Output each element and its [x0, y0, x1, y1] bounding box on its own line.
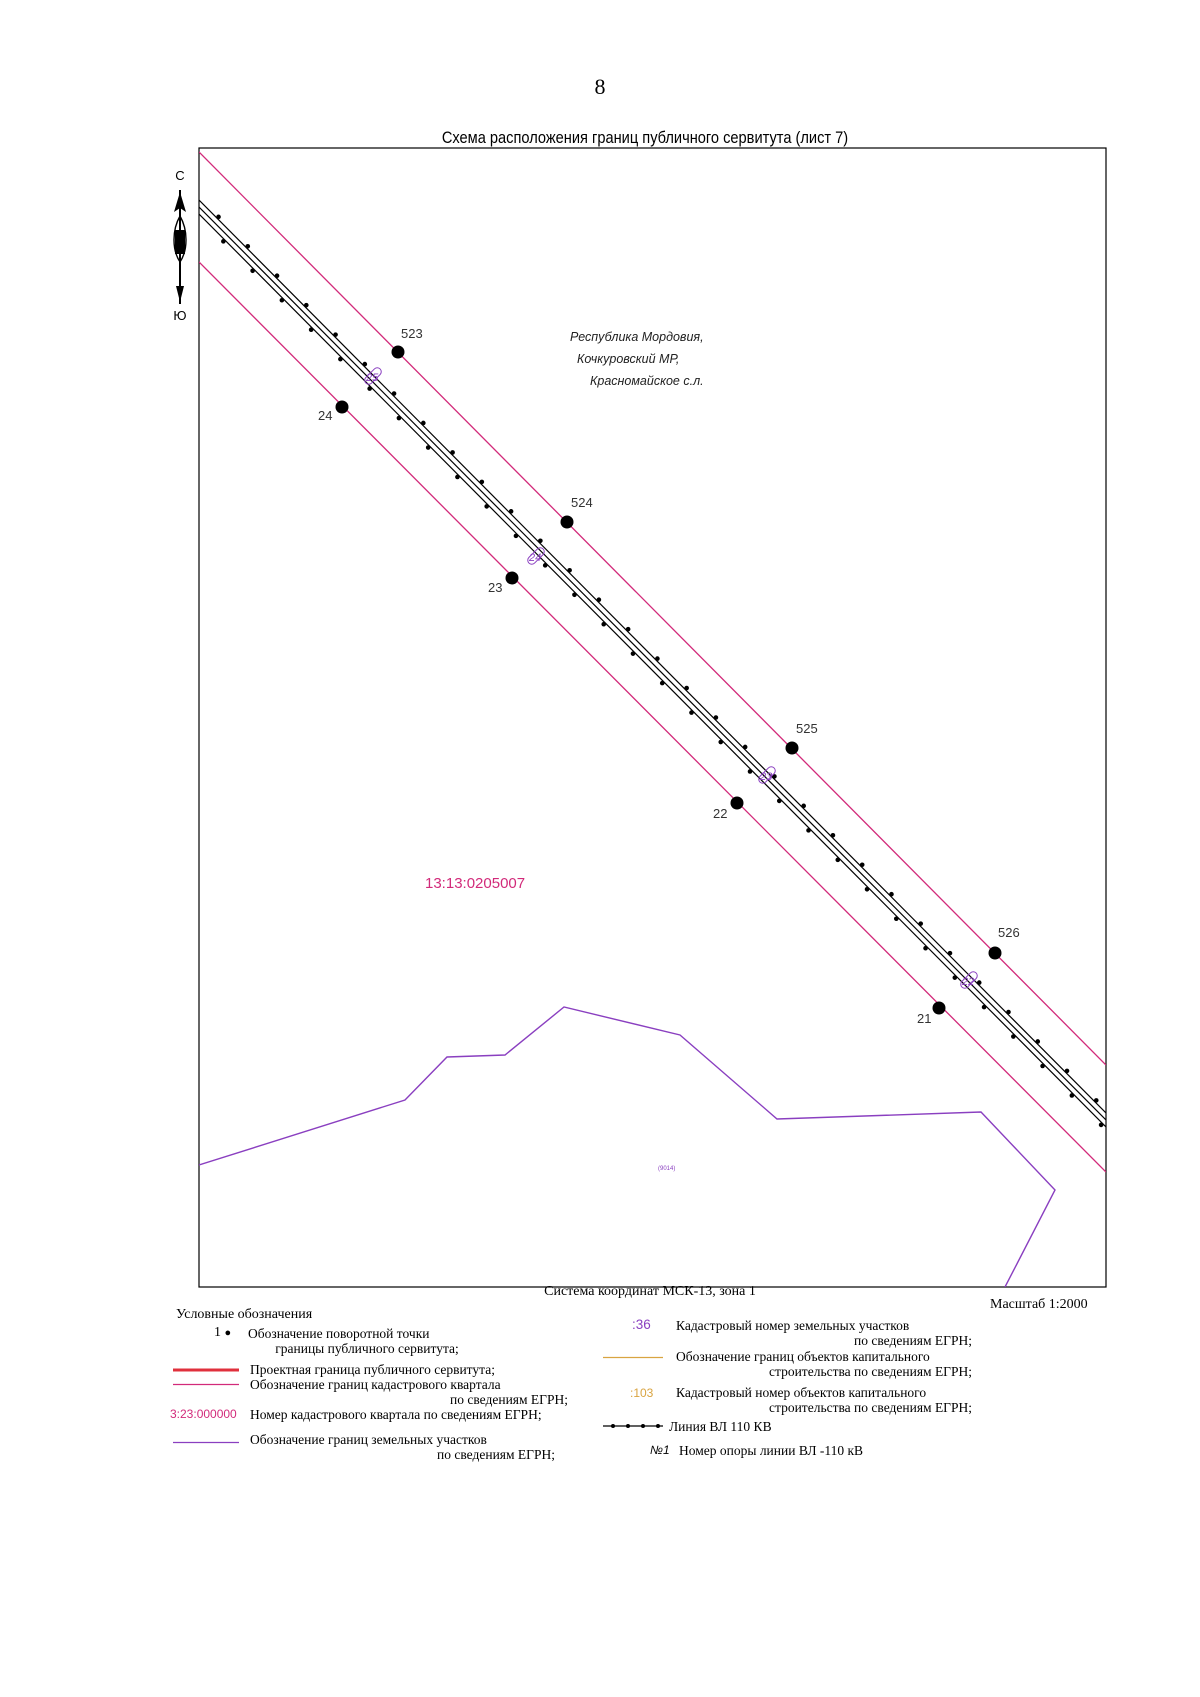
legend-power-line-text: Линия ВЛ 110 КВ	[669, 1419, 772, 1434]
power-line-dot	[626, 627, 631, 632]
north-arrow	[168, 168, 192, 324]
power-line-dot	[831, 833, 836, 838]
legend-quarter-number-sample: 3:23:000000	[170, 1407, 237, 1421]
power-line-dot	[450, 450, 455, 455]
power-line-dot	[860, 862, 865, 867]
power-line-dot	[250, 269, 255, 274]
power-line-dot	[1040, 1064, 1045, 1069]
region-label-line-3: Красномайское с.л.	[590, 374, 704, 388]
legend-pylon-sample: №1	[650, 1443, 670, 1457]
power-line-dot	[338, 357, 343, 362]
turning-point-526	[989, 947, 1002, 960]
legend-capital-text: Обозначение границ объектов капитального строительства по сведениям ЕГРН;	[676, 1349, 972, 1379]
power-line-dot	[543, 563, 548, 568]
power-line-dot	[953, 975, 958, 980]
svg-text:24: 24	[529, 552, 542, 564]
power-line-dot	[367, 386, 372, 391]
power-line-dot	[889, 892, 894, 897]
power-line-dot	[835, 858, 840, 863]
power-line-dot	[421, 421, 426, 426]
power-line-dot	[280, 298, 285, 303]
legend-parcel-line-icon	[173, 1441, 239, 1444]
point-label-24: 24	[318, 408, 333, 423]
legend-point-text: Обозначение поворотной точки границы публичного сервитута;	[248, 1326, 459, 1356]
power-line-dot	[977, 980, 982, 985]
map-scale: Масштаб 1:2000	[990, 1297, 1088, 1312]
legend-capital-number-text: Кадастровый номер объектов капитального строительства по сведениям ЕГРН;	[676, 1385, 972, 1415]
power-line-dot	[397, 416, 402, 421]
point-label-524: 524	[571, 495, 593, 510]
turning-point-525	[786, 742, 799, 755]
power-line-dot	[631, 651, 636, 656]
legend-parcel-number-sample: :36	[632, 1317, 651, 1332]
power-line-dot	[484, 504, 489, 509]
region-label-line-2: Кочкуровский МР,	[577, 352, 680, 366]
power-line-dot	[309, 327, 314, 332]
point-label-526: 526	[998, 925, 1020, 940]
power-line-dot	[777, 799, 782, 804]
power-line-dot	[743, 745, 748, 750]
power-line-dot	[660, 681, 665, 686]
pylon-marker-24	[526, 546, 546, 566]
power-line-dot	[1065, 1069, 1070, 1074]
power-line-dot	[923, 946, 928, 951]
power-line-dot	[718, 740, 723, 745]
parcel-boundary	[199, 1007, 1055, 1287]
compass-north: С	[175, 168, 185, 183]
legend-capital-line-icon	[603, 1356, 663, 1359]
legend-quarter-text: Обозначение границ кадастрового квартала по сведениям ЕГРН;	[250, 1377, 568, 1407]
power-line-dot	[689, 710, 694, 715]
turning-point-22	[731, 797, 744, 810]
power-line-dot	[948, 951, 953, 956]
power-line-dot	[1011, 1034, 1016, 1039]
power-line-dot	[333, 332, 338, 337]
power-line-dot	[192, 210, 197, 215]
power-line-dot	[918, 921, 923, 926]
legend-power-line-icon	[603, 1423, 663, 1429]
svg-text:22: 22	[962, 976, 975, 988]
pylon-marker-22	[959, 970, 979, 990]
page-number: 8	[594, 74, 606, 99]
power-line-dot	[801, 804, 806, 809]
coordinate-system: Система координат МСК-13, зона 1	[544, 1284, 756, 1299]
turning-point-21	[933, 1002, 946, 1015]
turning-point-23	[506, 572, 519, 585]
power-line-dot	[509, 509, 514, 514]
power-line-dot	[216, 215, 221, 220]
legend-capital-number-sample: :103	[630, 1386, 654, 1400]
power-line-dot	[684, 686, 689, 691]
turning-point-524	[561, 516, 574, 529]
power-line-dot	[514, 534, 519, 539]
svg-text:23: 23	[760, 771, 773, 783]
region-label-line-1: Республика Мордовия,	[570, 330, 704, 344]
power-line-dot	[426, 445, 431, 450]
power-line-dot	[275, 273, 280, 278]
turning-point-523	[392, 346, 405, 359]
power-line-dot	[748, 769, 753, 774]
cadastral-quarter-number: 13:13:0205007	[425, 875, 526, 892]
power-line-dots	[192, 210, 1104, 1128]
legend-parcel-text: Обозначение границ земельных участков по сведениям ЕГРН;	[250, 1432, 555, 1462]
power-line-dot	[221, 239, 226, 244]
point-label-23: 23	[488, 580, 503, 595]
power-line-dot	[1006, 1010, 1011, 1015]
point-label-525: 525	[796, 721, 818, 736]
power-line-dot	[655, 656, 660, 661]
power-line-dot	[455, 475, 460, 480]
power-line-dot	[982, 1005, 987, 1010]
legend-title: Условные обозначения	[176, 1307, 313, 1322]
point-label-21: 21	[917, 1011, 932, 1026]
power-line-dot	[894, 916, 899, 921]
servitude-boundary-lower	[199, 262, 1106, 1172]
power-line-dot	[1070, 1093, 1075, 1098]
servitude-boundary-upper	[199, 152, 1106, 1065]
power-line-dot	[714, 715, 719, 720]
power-line-dot	[806, 828, 811, 833]
power-line-dot	[1094, 1098, 1099, 1103]
power-line-dot	[245, 244, 250, 249]
power-line-dot	[1035, 1039, 1040, 1044]
legend-servitude-line-icon	[173, 1368, 239, 1372]
power-line-dot	[480, 480, 485, 485]
power-line-dot	[567, 568, 572, 573]
legend-quarter-line-icon	[173, 1383, 239, 1386]
legend-point-sample: 1 ●	[214, 1325, 232, 1340]
power-line-dot	[865, 887, 870, 892]
svg-text:25: 25	[366, 372, 379, 384]
point-label-523: 523	[401, 326, 423, 341]
power-line-dot	[601, 622, 606, 627]
turning-point-24	[336, 401, 349, 414]
power-line-dot	[363, 362, 368, 367]
power-line-dot	[304, 303, 309, 308]
power-line-dot	[392, 391, 397, 396]
compass-south: Ю	[173, 308, 187, 323]
legend-pylon-text: Номер опоры линии ВЛ -110 кВ	[679, 1443, 864, 1458]
power-line-dot	[538, 538, 543, 543]
power-line-dot	[1099, 1123, 1104, 1128]
power-line-dot	[572, 592, 577, 597]
legend-quarter-number-text: Номер кадастрового квартала по сведениям ЕГРН;	[250, 1407, 542, 1422]
parcel-number-label: (9014)	[658, 1166, 676, 1172]
legend-parcel-number-text: Кадастровый номер земельных участков по сведениям ЕГРН;	[676, 1318, 972, 1348]
legend-servitude-text: Проектная граница публичного сервитута;	[250, 1362, 495, 1377]
point-label-22: 22	[713, 806, 728, 821]
map-title: Схема расположения границ публичного сервитута (лист 7)	[441, 128, 849, 147]
power-line-dot	[597, 597, 602, 602]
